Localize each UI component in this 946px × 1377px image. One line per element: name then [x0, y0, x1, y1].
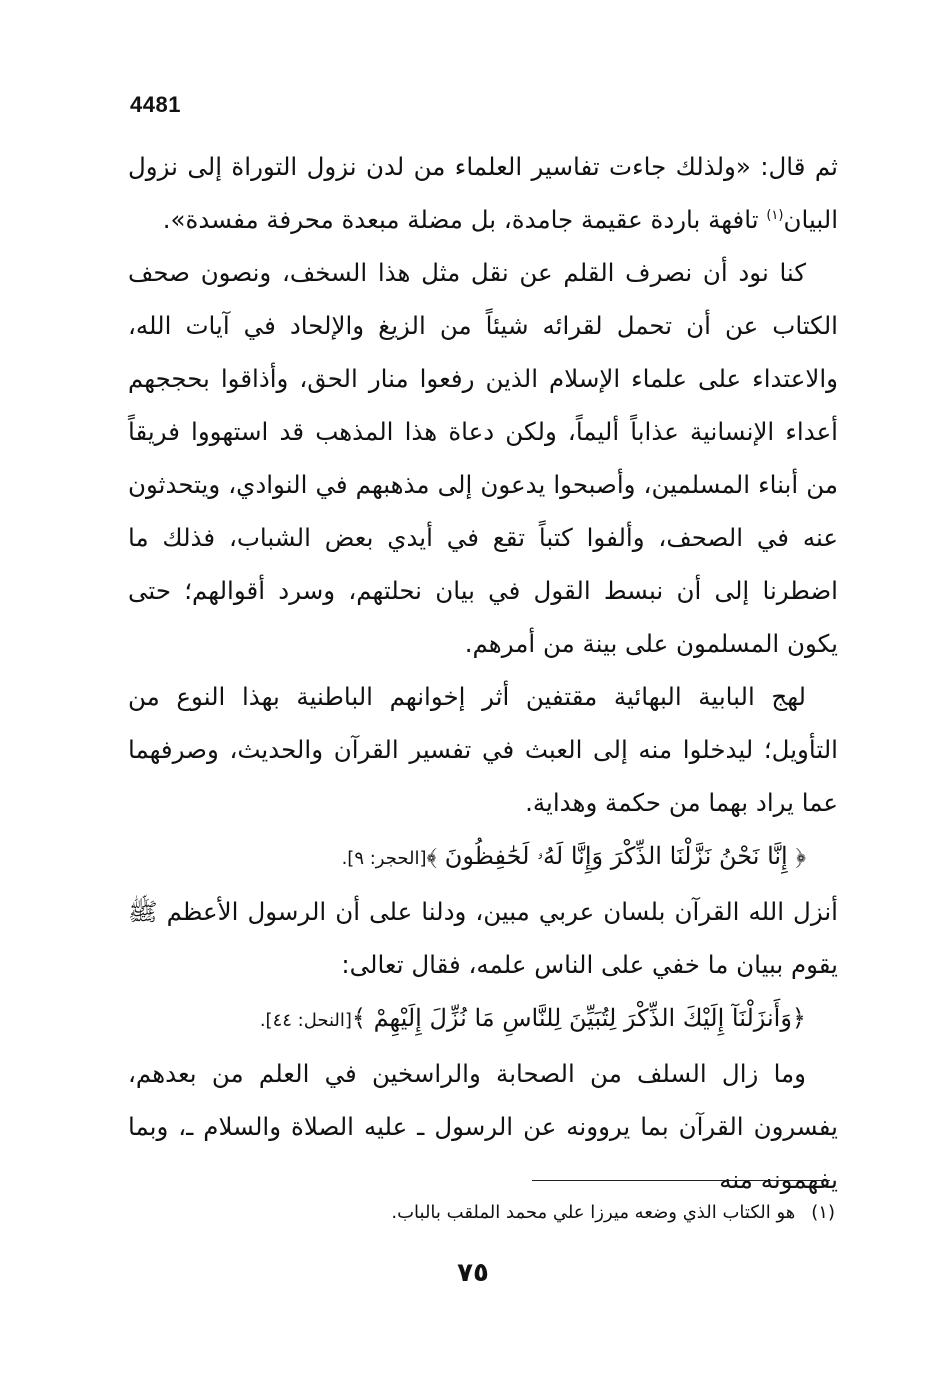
quran-verse-2	[128, 991, 838, 1047]
footnote-marker[interactable]: (١)	[766, 207, 784, 223]
footnote-text: هو الكتاب الذي وضعه ميرزا علي محمد الملقب بالباب.	[391, 1202, 796, 1223]
quran-verse-1-text: ﴿ إِنَّا نَحْنُ نَزَّلْنَا الذِّكْرَ وَإِنَّا لَهُۥ لَحَٰفِظُونَ ﴾	[426, 842, 806, 870]
quran-verse-2-text: ﴿وَأَنزَلْنَآ إِلَيْكَ الذِّكْرَ لِتُبَيِّنَ لِلنَّاسِ مَا نُزِّلَ إِلَيْهِمْ ﴾	[351, 1004, 806, 1032]
paragraph-2: كنا نود أن نصرف القلم عن نقل مثل هذا السخف، ونصون صحف الكتاب عن أن تحمل لقرائه شيئاً من الزيغ والإلحاد في آيات الله، والاعتداء على علماء الإسلام الذين رفعوا منار الحق، وأذاقوا بحججهم أعداء الإنسانية عذاباً أليماً، ولكن دعاة هذا المذهب قد استهووا فريقاً من أبناء المسلمين، وأصبحوا يدعون إلى مذهبهم في النوادي، ويتحدثون عنه في الصحف، وألفوا كتباً تقع في أيدي بعض الشباب، فذلك ما اضطرنا إلى أن نبسط القول في بيان نحلتهم، وسرد أقوالهم؛ حتى يكون المسلمون على بينة من أمرهم.	[128, 258, 838, 658]
quran-verse-1-ref: [الحجر: ٩].	[341, 848, 427, 869]
paragraph-1	[128, 140, 838, 246]
page-number-bottom: ٧٥	[457, 1258, 489, 1288]
footnote-number: (١)	[811, 1202, 835, 1223]
paragraph-3: لهج البابية البهائية مقتفين أثر إخوانهم الباطنية بهذا النوع من التأويل؛ ليدخلوا منه إلى العبث في تفسير القرآن والحديث، وصرفهما عما يراد بهما من حكمة وهداية.	[128, 682, 838, 817]
page-number-top: 4481	[130, 92, 181, 117]
paragraph-5: وما زال السلف من الصحابة والراسخين في العلم من بعدهم، يفسرون القرآن بما يروونه عن الرسول ـ عليه الصلاة والسلام ـ، وبما يفهمونه منه	[128, 1059, 838, 1194]
quran-verse-2-ref: [النحل: ٤٤].	[259, 1010, 352, 1031]
quran-verse-1	[128, 829, 838, 885]
main-text-block	[128, 140, 838, 1206]
paragraph-1-lead: ثم قال: «ولذلك جاءت تفاسير العلماء من لدن نزول التوراة إلى نزول البيان	[128, 152, 838, 234]
footnote-divider	[532, 1180, 830, 1181]
paragraph-1-tail: تافهة باردة عقيمة جامدة، بل مضلة مبعدة محرفة مفسدة».	[162, 205, 767, 234]
paragraph-4: أنزل الله القرآن بلسان عربي مبين، ودلنا على أن الرسول الأعظم ﷺ يقوم ببيان ما خفي على الناس علمه، فقال تعالى:	[128, 897, 838, 979]
footnote	[300, 1198, 835, 1228]
